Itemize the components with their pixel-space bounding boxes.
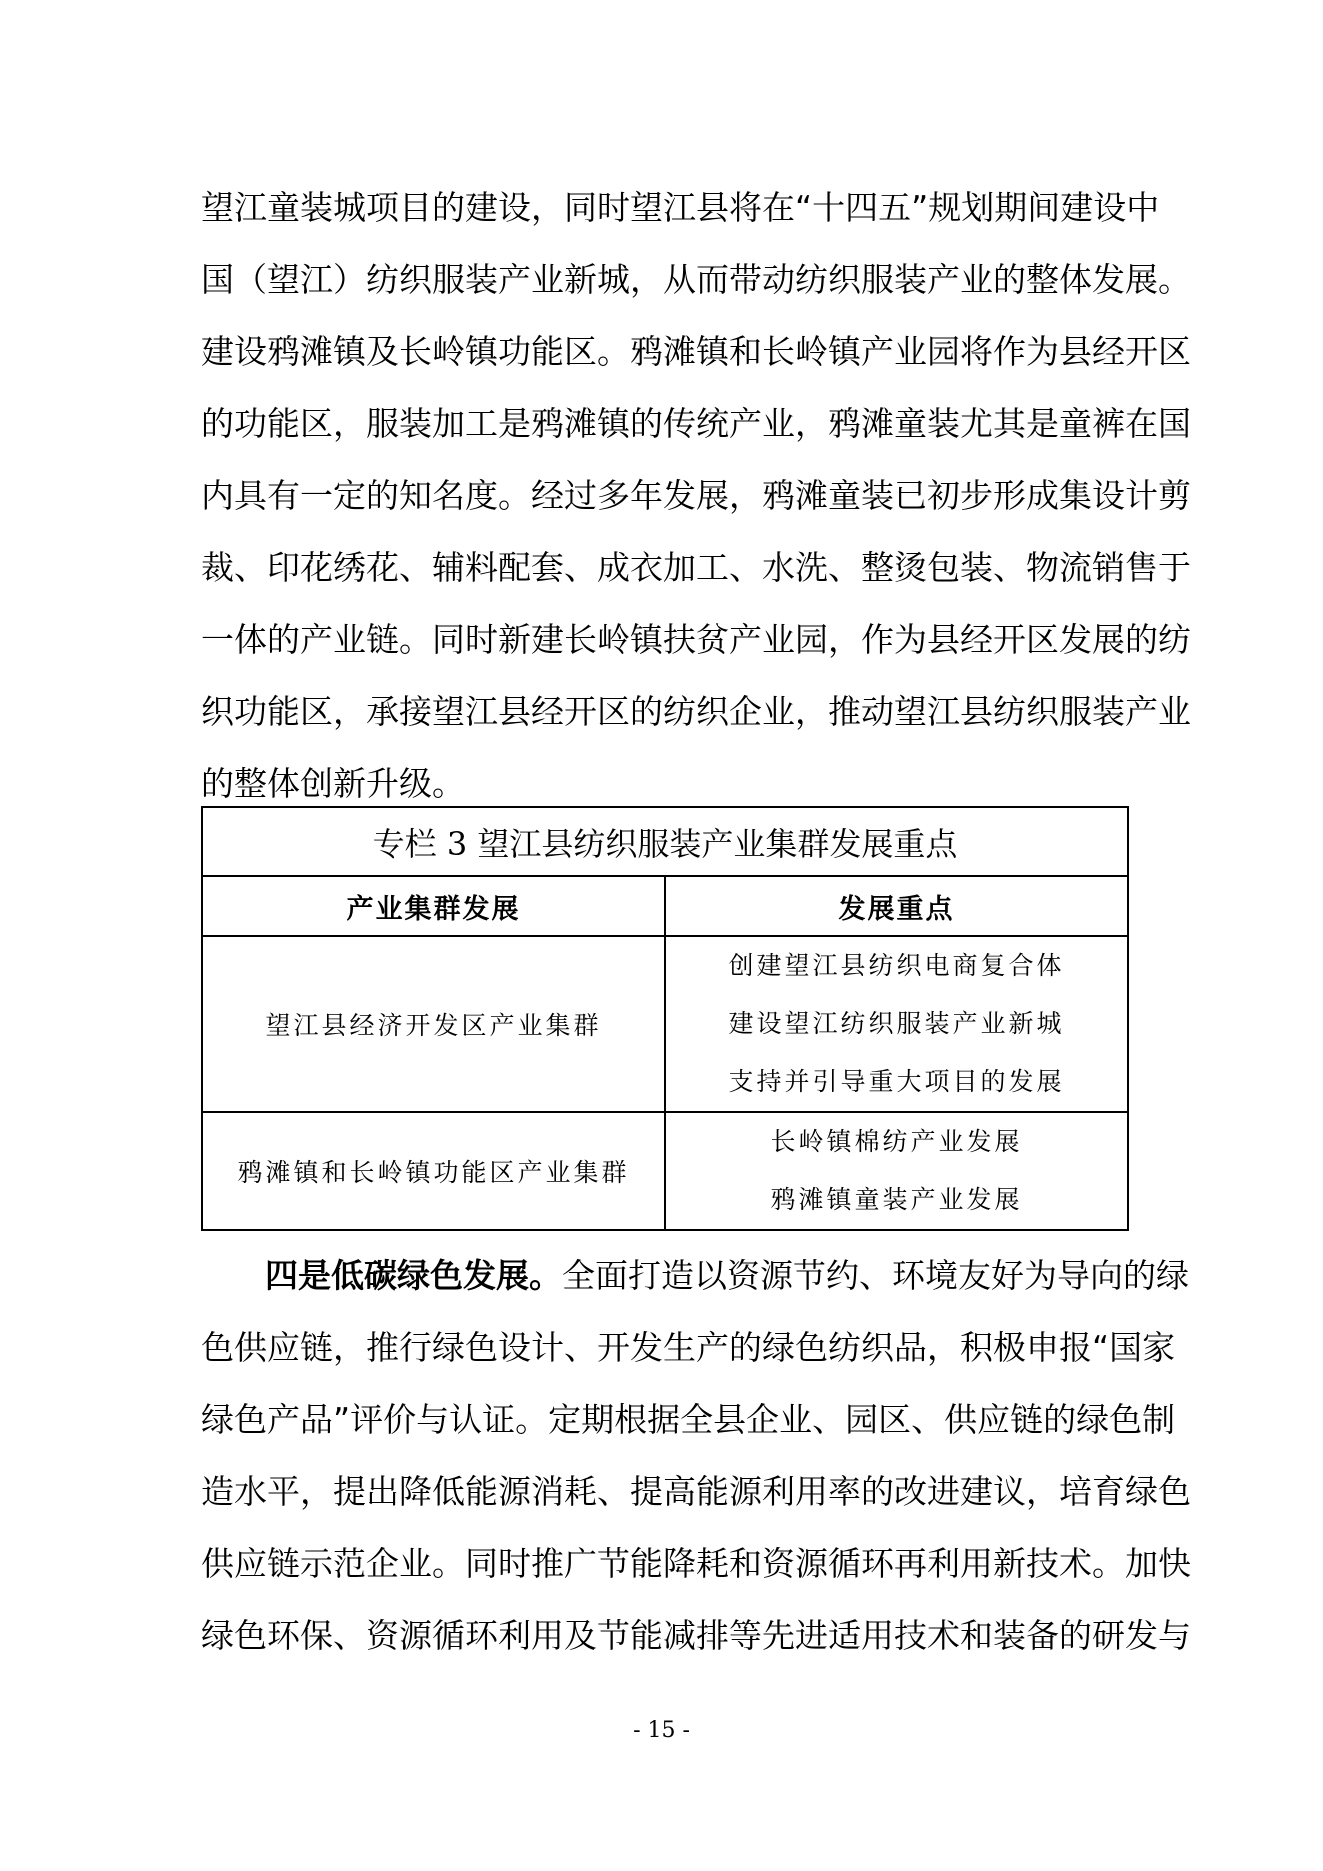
focus-cell (665, 936, 1128, 1112)
cluster-cell: 望江县经济开发区产业集群 (202, 936, 665, 1112)
focus-item: 鸦滩镇童装产业发展 (770, 1185, 1023, 1214)
text-line: 建设鸦滩镇及长岭镇功能区。鸦滩镇和长岭镇产业园将作为县经开区 (201, 332, 1191, 371)
text-line: 绿色产品”评价与认证。定期根据全县企业、园区、供应链的绿色制 (201, 1400, 1176, 1439)
text-line: 造水平，提出降低能源消耗、提高能源利用率的改进建议，培育绿色 (201, 1472, 1191, 1511)
text-line: 色供应链，推行绿色设计、开发生产的绿色纺织品，积极申报“国家 (201, 1328, 1176, 1367)
cluster-focus-table (201, 806, 1129, 1231)
focus-item: 长岭镇棉纺产业发展 (770, 1127, 1023, 1156)
table-row (202, 1112, 1128, 1230)
column-header-cluster: 产业集群发展 (202, 876, 665, 936)
focus-item: 支持并引导重大项目的发展 (728, 1067, 1065, 1096)
text-span: 全面打造以资源节约、环境友好为导向的绿 (562, 1256, 1189, 1295)
focus-cell (665, 1112, 1128, 1230)
text-line: 的功能区，服装加工是鸦滩镇的传统产业，鸦滩童装尤其是童裤在国 (201, 404, 1191, 443)
text-line: 供应链示范企业。同时推广节能降耗和资源循环再利用新技术。加快 (201, 1544, 1191, 1583)
text-line: 内具有一定的知名度。经过多年发展，鸦滩童装已初步形成集设计剪 (201, 476, 1191, 515)
text-line: 裁、印花绣花、辅料配套、成衣加工、水洗、整烫包装、物流销售于 (201, 548, 1191, 587)
text-line: 织功能区，承接望江县经开区的纺织企业，推动望江县纺织服装产业 (201, 692, 1191, 731)
text-line: 绿色环保、资源循环利用及节能减排等先进适用技术和装备的研发与 (201, 1616, 1191, 1655)
text-line: 国（望江）纺织服装产业新城，从而带动纺织服装产业的整体发展。 (201, 260, 1191, 299)
cluster-cell: 鸦滩镇和长岭镇功能区产业集群 (202, 1112, 665, 1230)
paragraph-cluster-description (201, 172, 1191, 820)
focus-item: 建设望江纺织服装产业新城 (728, 1009, 1065, 1038)
page-number: - 15 - (633, 1718, 690, 1743)
table-row (202, 936, 1128, 1112)
table-title: 专栏 3 望江县纺织服装产业集群发展重点 (202, 807, 1128, 876)
text-line: 一体的产业链。同时新建长岭镇扶贫产业园，作为县经开区发展的纺 (201, 620, 1191, 659)
text-line: 的整体创新升级。 (201, 764, 465, 803)
paragraph-green-development (201, 1240, 1191, 1672)
column-header-focus: 发展重点 (665, 876, 1128, 936)
text-line (201, 1240, 1189, 1312)
text-line: 望江童装城项目的建设，同时望江县将在“十四五”规划期间建设中 (201, 188, 1160, 227)
focus-item: 创建望江县纺织电商复合体 (728, 951, 1065, 980)
section-lead: 四是低碳绿色发展。 (265, 1256, 562, 1295)
